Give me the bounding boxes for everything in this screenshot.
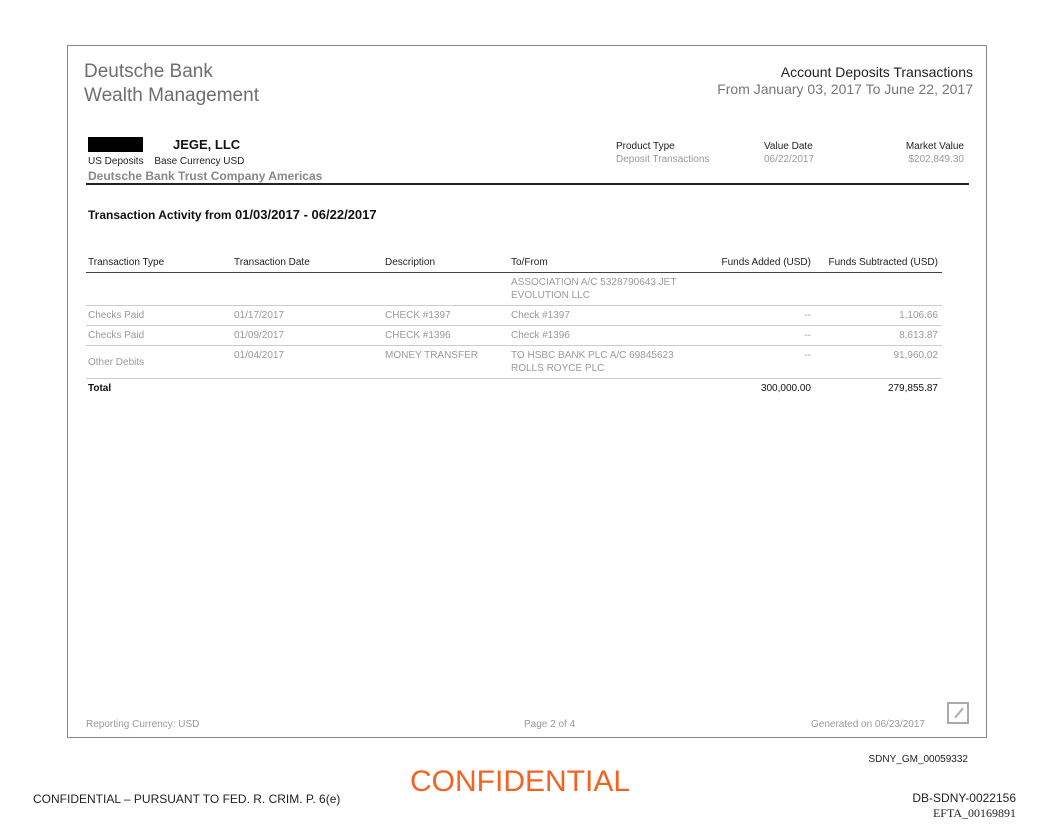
cell-subtracted: 91,960.02	[815, 346, 942, 379]
bank-logo-text	[84, 60, 259, 108]
table-row	[86, 346, 942, 379]
activity-heading	[88, 207, 377, 222]
transactions-table	[86, 252, 942, 398]
cell-to-from: Check #1396	[509, 326, 705, 346]
cell-added: --	[705, 346, 815, 379]
cell-added	[705, 273, 815, 306]
empty-cell	[509, 379, 705, 399]
product-type-value: Deposit Transactions	[616, 154, 710, 165]
table-header-row	[86, 252, 942, 273]
cell-description: CHECK #1397	[383, 306, 509, 326]
activity-heading-prefix: Transaction Activity from	[88, 208, 235, 222]
cell-subtracted: 1,106.66	[815, 306, 942, 326]
account-info	[88, 156, 252, 167]
total-subtracted: 279,855.87	[887, 383, 938, 394]
market-value-label: Market Value	[905, 141, 964, 152]
bank-name: Deutsche Bank	[84, 61, 213, 82]
product-type-label: Product Type	[616, 141, 675, 152]
total-row	[86, 379, 942, 399]
column-header: Transaction Type	[86, 252, 232, 273]
cell-subtracted: 8,613.87	[815, 326, 942, 346]
institution-name: Deutsche Bank Trust Company Americas	[88, 169, 323, 183]
cell-to-from: Check #1397	[509, 306, 705, 326]
empty-cell	[232, 379, 383, 399]
report-date-range: From January 03, 2017 To June 22, 2017	[717, 81, 973, 97]
market-value-value: $202,849.30	[908, 154, 964, 165]
cell-description: MONEY TRANSFER	[383, 346, 509, 379]
account-type: US Deposits	[88, 156, 144, 167]
page-number: Page 2 of 4	[524, 719, 576, 730]
cell-type: Checks Paid	[86, 306, 232, 326]
cell-subtracted	[815, 273, 942, 306]
cell-added: --	[705, 306, 815, 326]
cell-type: Other Debits	[86, 346, 232, 379]
total-label: Total	[88, 383, 112, 394]
table-row	[86, 306, 942, 326]
cell-description	[383, 273, 509, 306]
column-header: To/From	[509, 252, 705, 273]
column-header: Transaction Date	[232, 252, 383, 273]
activity-heading-range: 01/03/2017 - 06/22/2017	[234, 207, 377, 222]
bank-division: Wealth Management	[84, 85, 259, 106]
cell-type: Checks Paid	[86, 326, 232, 346]
deutsche-bank-logo-icon	[947, 702, 969, 724]
cell-description: CHECK #1396	[383, 326, 509, 346]
value-date-label: Value Date	[764, 141, 813, 152]
cell-date	[232, 273, 383, 306]
bates-number: DB-SDNY-0022156	[912, 791, 1016, 805]
cell-added: --	[705, 326, 815, 346]
confidential-stamp: CONFIDENTIAL	[410, 765, 631, 798]
table-row	[86, 273, 942, 306]
cell-type	[86, 273, 232, 306]
client-name: JEGE, LLC	[173, 137, 241, 152]
empty-cell	[383, 379, 509, 399]
column-header: Funds Subtracted (USD)	[815, 252, 942, 273]
column-header: Funds Added (USD)	[705, 252, 815, 273]
cell-to-from: ASSOCIATION A/C 5328790643 JET EVOLUTION LLC	[509, 273, 705, 306]
generated-date: Generated on 06/23/2017	[811, 719, 925, 730]
cell-to-from: TO HSBC BANK PLC A/C 69845623 ROLLS ROYCE PLC	[509, 346, 705, 379]
column-header: Description	[383, 252, 509, 273]
redaction-box	[88, 137, 143, 152]
total-added: 300,000.00	[760, 383, 811, 394]
header-divider	[86, 183, 969, 185]
table-row	[86, 326, 942, 346]
cell-date: 01/04/2017	[232, 346, 383, 379]
document-id: SDNY_GM_00059332	[868, 754, 968, 765]
reporting-currency: Reporting Currency: USD	[86, 719, 200, 730]
cell-date: 01/09/2017	[232, 326, 383, 346]
base-currency: Base Currency USD	[154, 156, 245, 167]
cell-date: 01/17/2017	[232, 306, 383, 326]
report-title: Account Deposits Transactions	[780, 64, 973, 80]
value-date-value: 06/22/2017	[764, 154, 815, 165]
efta-number: EFTA_00169891	[932, 806, 1016, 820]
confidential-notice: CONFIDENTIAL – PURSUANT TO FED. R. CRIM. P. 6(e)	[33, 792, 341, 806]
